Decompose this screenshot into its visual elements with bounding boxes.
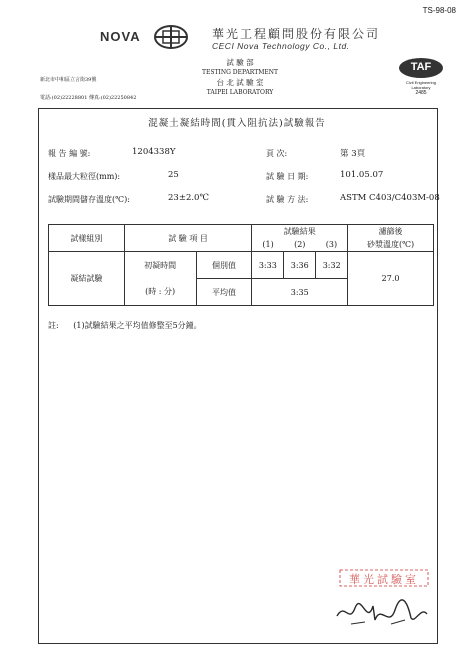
taf-accreditation-logo [396, 56, 446, 100]
storage-temp-label: 試驗期間儲存溫度(℃): [48, 195, 130, 204]
taf-number: 2485 [415, 90, 427, 96]
average-value-cell: 3:35 [252, 279, 348, 306]
lab-name-cn: 台 北 試 驗 室 [216, 78, 264, 87]
stamp-text: 華光試驗室 [349, 573, 419, 586]
header-results: 試驗結果 [252, 225, 348, 239]
table-header-row [49, 225, 434, 239]
dept-name-cn: 試 驗 部 [226, 58, 254, 67]
test-date-label: 試 驗 日 期: [266, 172, 309, 181]
lab-stamp [338, 567, 430, 589]
brand-name: NOVA [100, 29, 141, 44]
group-cell: 凝結試驗 [49, 252, 125, 306]
test-date-value: 101.05.07 [340, 170, 384, 180]
dept-name-en: TESTING DEPARTMENT [201, 69, 278, 76]
note [48, 320, 202, 331]
signature-icon [331, 594, 431, 634]
company-name-en: CECI Nova Technology Co., Ltd. [212, 41, 350, 51]
individual-value-3: 3:32 [316, 252, 348, 279]
taf-line1: Civil Engineering [405, 80, 436, 85]
header-col-1: (1) [252, 239, 284, 252]
page-value: 第 3頁 [340, 149, 366, 159]
department-block [200, 58, 280, 98]
individual-value-1: 3:33 [252, 252, 284, 279]
average-label-cell: 平均值 [196, 279, 252, 306]
header-temp-line2: 砂漿溫度(℃) [348, 239, 434, 252]
header-col-2: (2) [284, 239, 316, 252]
company-address: 新北市中和區立言街39號 [40, 77, 97, 83]
page-label: 頁 次: [266, 149, 288, 158]
report-no-label: 報 告 編 號: [48, 149, 91, 158]
report-no-value: 1204338Y [132, 147, 176, 157]
document-code: TS-98-08 [422, 6, 456, 15]
temp-cell: 27.0 [348, 252, 434, 306]
individual-value-2: 3:36 [284, 252, 316, 279]
item-cell-line2: (時 : 分) [124, 279, 196, 306]
table-row [49, 252, 434, 279]
method-label: 試 驗 方 法: [266, 195, 309, 204]
item-cell-line1: 初凝時間 [124, 252, 196, 279]
results-table [48, 224, 434, 306]
individual-label-cell: 個別值 [196, 252, 252, 279]
report-title: 混凝土凝結時間(貫入阻抗法)試驗報告 [148, 118, 326, 129]
taf-line2: Laboratory [411, 85, 431, 90]
lab-name-en: TAIPEI LABORATORY [206, 89, 274, 96]
header-col-3: (3) [316, 239, 348, 252]
storage-temp-value: 23±2.0℃ [168, 193, 209, 203]
method-value: ASTM C403/C403M-08 [340, 193, 440, 203]
header-item: 試 驗 項 目 [124, 225, 252, 252]
signature [331, 594, 431, 634]
header-group: 試樣組別 [49, 225, 125, 252]
company-contact: 電話:(02)22228801 傳真:(02)22250842 [40, 95, 137, 101]
header-temp-line1: 濾篩後 [348, 225, 434, 239]
note-label: 註: [48, 321, 59, 330]
company-logo-icon [153, 24, 189, 50]
note-text: (1)試驗結果之平均值修整至5分鐘。 [73, 321, 202, 330]
company-name-cn: 華光工程顧問股份有限公司 [212, 27, 381, 41]
max-size-label: 樣品最大粒徑(mm): [48, 172, 121, 181]
max-size-value: 25 [168, 170, 179, 180]
taf-mark: TAF [410, 61, 432, 73]
report-frame [38, 108, 438, 644]
